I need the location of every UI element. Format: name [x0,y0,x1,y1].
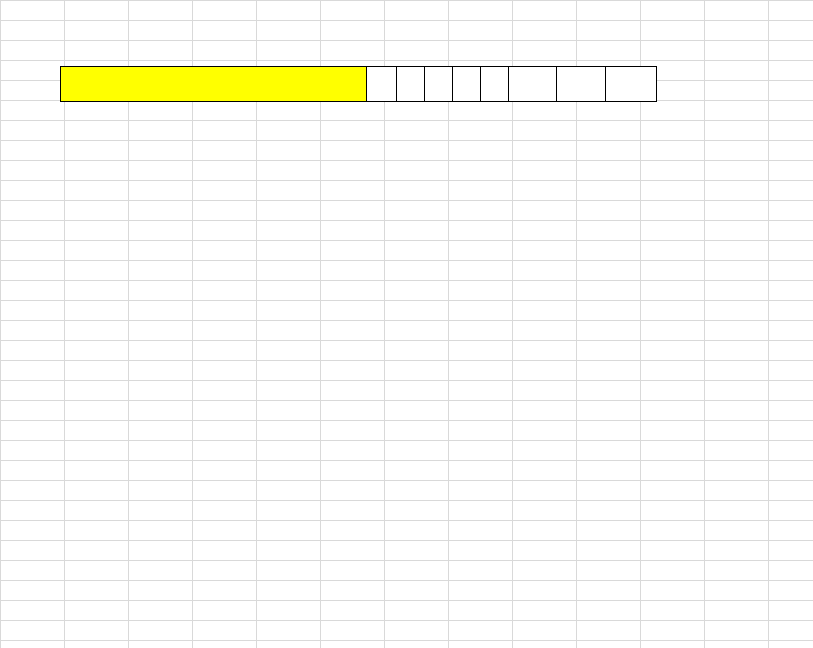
year-header [397,67,425,102]
year-header [425,67,453,102]
year-header [453,67,481,102]
questions-header [61,67,367,102]
year-header [557,67,606,102]
year-header [367,67,397,102]
questionnaire-table [60,66,657,102]
header-row [61,67,657,102]
year-header [509,67,557,102]
year-header [481,67,509,102]
year-header [606,67,657,102]
